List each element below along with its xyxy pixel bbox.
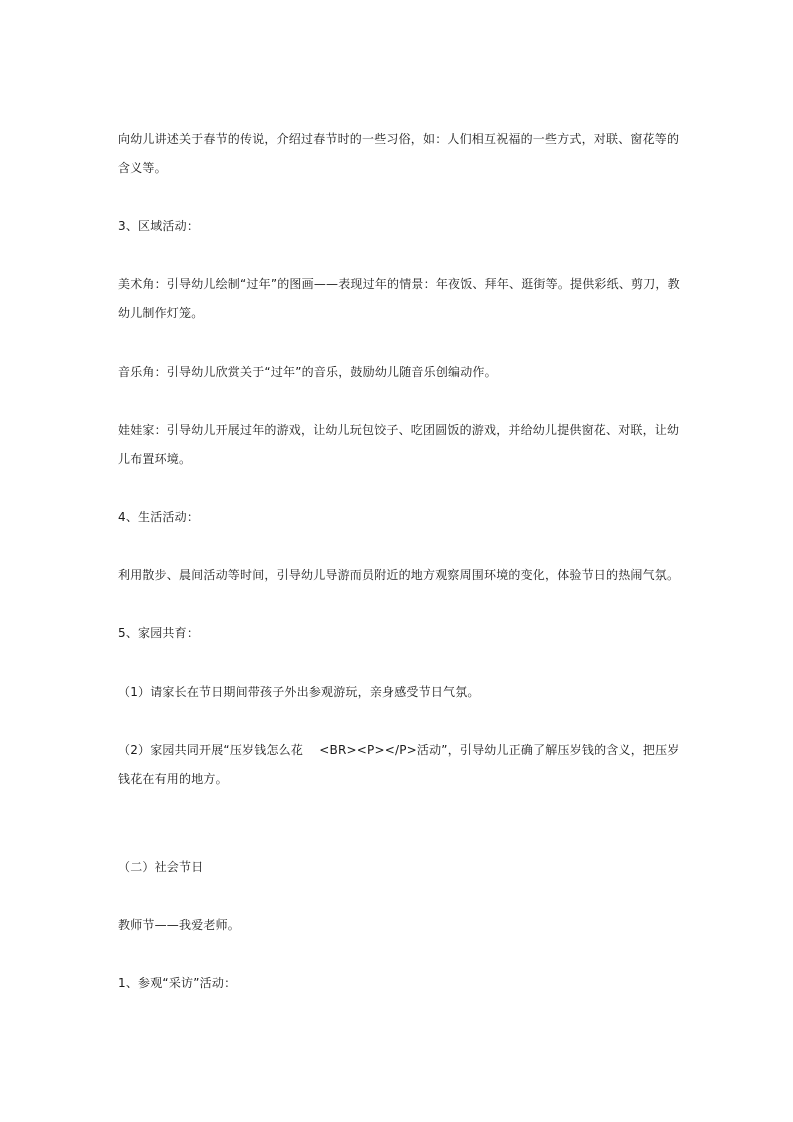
heading-interview-activity (118, 969, 678, 998)
text-line: （1）请家长在节日期间带孩子外出参观游玩，亲身感受节日气氛。 (118, 685, 480, 699)
paragraph-lucky-money (118, 736, 678, 794)
text-line: 娃娃家：引导幼儿开展过年的游戏，让幼儿玩包饺子、吃团圆饭的游戏，并给幼儿提供窗花、对联，让幼 (118, 423, 680, 437)
text-line: 音乐角：引导幼儿欣赏关于“过年”的音乐，鼓励幼儿随音乐创编动作。 (118, 365, 497, 379)
text-line: 利用散步、晨间活动等时间，引导幼儿导游而员附近的地方观察周围环境的变化，体验节日的热闹气氛。 (118, 568, 680, 582)
text-line: 3、区域活动： (118, 219, 200, 233)
text-line: 幼儿制作灯笼。 (118, 306, 204, 320)
paragraph-doll-house (118, 416, 678, 474)
heading-area-activities (118, 212, 678, 241)
text-line: 美术角：引导幼儿绘制“过年”的图画——表现过年的情景：年夜饭、拜年、逛街等。提供彩纸、剪刀，教 (118, 277, 680, 291)
text-line: 1、参观“采访”活动： (118, 976, 237, 990)
text-line: 教师节——我爱老师。 (118, 918, 241, 932)
text-line: （二）社会节日 (118, 860, 204, 874)
heading-life-activities (118, 503, 678, 532)
heading-social-festivals (118, 853, 678, 882)
paragraph-art-corner (118, 270, 678, 328)
heading-home-school (118, 619, 678, 648)
text-line: 钱花在有用的地方。 (118, 772, 228, 786)
text-line: （2）家园共同开展“压岁钱怎么花 <BR><P></P>活动”，引导幼儿正确了解压岁钱的含义，把压岁 (118, 743, 680, 757)
text-line: 向幼儿讲述关于春节的传说，介绍过春节时的一些习俗，如：人们相互祝福的一些方式，对联、窗花等的 (118, 132, 680, 146)
paragraph-walk-observation (118, 561, 678, 590)
text-line: 5、家园共育： (118, 626, 200, 640)
paragraph-spring-festival-intro (118, 125, 678, 183)
text-line: 儿布置环境。 (118, 452, 192, 466)
paragraph-parents-outing (118, 678, 678, 707)
paragraph-music-corner (118, 358, 678, 387)
text-line: 4、生活活动： (118, 510, 200, 524)
text-line: 含义等。 (118, 161, 167, 175)
paragraph-teachers-day (118, 911, 678, 940)
